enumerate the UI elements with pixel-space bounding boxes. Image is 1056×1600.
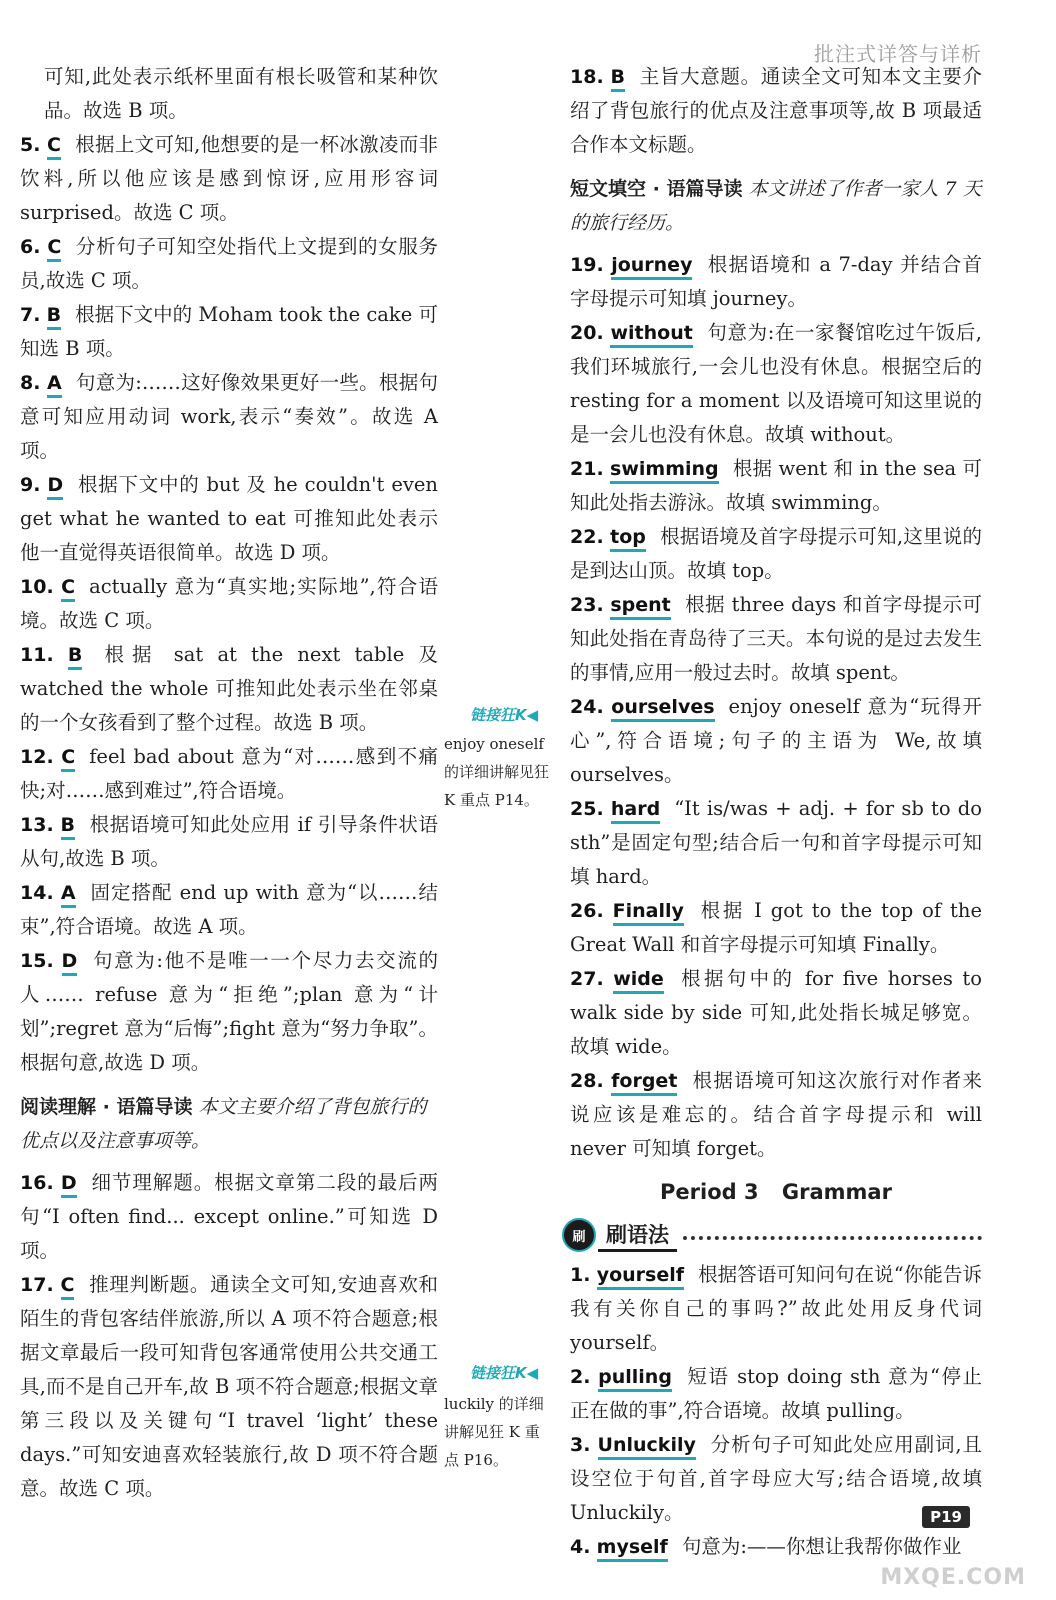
question-number: 1. — [570, 1264, 591, 1286]
question-number: 13. — [20, 814, 54, 836]
explanation-text: 根据句中的 for five horses to walk side by side 可知,此处指长城足够宽。故填 wide。 — [570, 967, 983, 1058]
explanation-text: “It is/was + adj. + for sb to do sth”是固定句型;结合后一句和首字母提示可知填 hard。 — [570, 797, 982, 888]
explanation-text: 句意为:他不是唯一一个尽力去交流的人…… refuse 意为“拒绝”;plan 意为“计划”;regret 意为“后悔”;fight 意为“努力争取”。根据句意,故选 D 项。 — [20, 949, 438, 1074]
question-number: 21. — [570, 458, 604, 480]
question-number: 18. — [570, 66, 604, 88]
question-number: 5. — [20, 134, 41, 156]
answer-item — [570, 894, 982, 962]
explanation-text: 推理判断题。通读全文可知,安迪喜欢和陌生的背包客结伴旅游,所以 A 项不符合题意;根据文章最后一段可知背包客通常使用公共交通工具,而不是自己开车,故 B 项不符合题意;根据文章第三段以及关键句“I travel ‘light’ these days.”可知安迪喜欢轻装旅行,故 D 项不符合题意。故选 C 项。 — [20, 1273, 438, 1500]
explanation-text: 分析句子可知此处应用副词,且设空位于句首,首字母应大写;结合语境,故填 Unluckily。 — [570, 1433, 982, 1524]
question-number: 19. — [570, 254, 604, 276]
watermark-logo — [816, 1496, 1036, 1596]
answer-key: C — [61, 576, 75, 602]
explanation-text: feel bad about 意为“对……感到不痛快;对……感到难过”,符合语境。 — [20, 745, 438, 802]
reading-guide-desc: 本文主要介绍了背包旅行的优点以及注意事项等。 — [20, 1096, 427, 1152]
section-bar — [562, 1216, 982, 1254]
question-number: 2. — [570, 1366, 591, 1388]
left-answer-list — [20, 60, 438, 1080]
explanation-text: 分析句子可知空处指代上文提到的女服务员,故选 C 项。 — [20, 235, 438, 292]
explanation-text: 根据语境可知此处应用 if 引导条件状语从句,故选 B 项。 — [20, 813, 438, 870]
explanation-text: 根据 sat at the next table 及 watched the whole 可推知此处表示坐在邻桌的一个女孩看到了整个过程。故选 B 项。 — [20, 643, 438, 734]
question-number: 17. — [20, 1274, 54, 1296]
question-number: 28. — [570, 1070, 604, 1092]
answer-item — [570, 690, 982, 792]
question-number: 25. — [570, 798, 604, 820]
answer-key: B — [611, 66, 625, 92]
question-number: 6. — [20, 236, 41, 258]
answer-key: A — [47, 372, 62, 398]
answer-item — [20, 366, 438, 468]
continued-text: 可知,此处表示纸杯里面有根长吸管和某种饮品。故选 B 项。 — [44, 65, 438, 122]
answer-key: journey — [611, 254, 692, 280]
question-number: 10. — [20, 576, 54, 598]
answer-item — [20, 230, 438, 298]
explanation-text: 根据 I got to the top of the Great Wall 和首字母提示可知填 Finally。 — [570, 899, 982, 956]
explanation-text: 根据下文中的 but 及 he couldn't even get what he wanted to eat 可推知此处表示他一直觉得英语很简单。故选 D 项。 — [20, 473, 438, 564]
question-number: 24. — [570, 696, 604, 718]
answer-item — [570, 588, 982, 690]
answer-key: C — [61, 1274, 75, 1300]
explanation-text: 固定搭配 end up with 意为“以……结束”,符合语境。故选 A 项。 — [20, 881, 438, 938]
answer-key: Finally — [613, 900, 684, 926]
explanation-text: actually 意为“真实地;实际地”,符合语境。故选 C 项。 — [20, 575, 438, 632]
explanation-text: 根据答语可知问句在说“你能告诉我有关你自己的事吗?”故此处用反身代词 yourself。 — [570, 1263, 982, 1354]
explanation-text: 句意为:——你想让我帮你做作业 — [681, 1535, 962, 1558]
answer-key: B — [61, 814, 75, 840]
question-number: 4. — [570, 1536, 591, 1558]
explanation-text: 根据语境及首字母提示可知,这里说的是到达山顶。故填 top。 — [570, 525, 982, 582]
answer-key: D — [61, 1172, 77, 1198]
question-number: 26. — [570, 900, 604, 922]
dotted-divider — [683, 1236, 982, 1240]
explanation-text: 根据 three days 和首字母提示可知此处指在青岛待了三天。本句说的是过去发生的事情,应用一般过去时。故填 spent。 — [570, 593, 982, 684]
question-number: 14. — [20, 882, 54, 904]
answer-key: C — [47, 134, 61, 160]
explanation-text: 句意为:在一家餐馆吃过午饭后,我们环城旅行,一会儿也没有休息。根据空后的 resting for a moment 以及语境可知这里说的是一会儿也没有休息。故填 without。 — [570, 321, 982, 446]
question-number: 20. — [570, 322, 604, 344]
period-label: Period 3 — [660, 1180, 759, 1204]
explanation-text: 根据语境可知这次旅行对作者来说应该是难忘的。结合首字母提示和 will never 可知填 forget。 — [570, 1069, 982, 1160]
answer-item — [20, 944, 438, 1080]
answer-key: B — [68, 644, 82, 670]
period-title: Grammar — [781, 1180, 892, 1204]
grammar-section-icon: 刷 — [562, 1218, 596, 1252]
side-note-tag-1: 链接狂K◀ — [470, 706, 539, 724]
explanation-text: 根据下文中的 Moham took the cake 可知选 B 项。 — [20, 303, 438, 360]
answer-key: top — [610, 526, 646, 552]
right-answer-list — [570, 60, 982, 162]
answer-key: hard — [611, 798, 660, 824]
answer-item — [20, 808, 438, 876]
answer-key: C — [61, 746, 75, 772]
explanation-text: 根据上文可知,他想要的是一杯冰激凌而非饮料,所以他应该是感到惊讶,应用形容词 surprised。故选 C 项。 — [20, 133, 438, 224]
answer-key: D — [62, 950, 78, 976]
answer-key: swimming — [610, 458, 719, 484]
explanation-text: 细节理解题。根据文章第二段的最后两句“I often find... except online.”可知选 D 项。 — [20, 1171, 438, 1262]
cloze-answer-list — [570, 248, 982, 1166]
question-number: 23. — [570, 594, 604, 616]
answer-item — [20, 570, 438, 638]
question-number: 15. — [20, 950, 54, 972]
explanation-text: 根据语境和 a 7-day 并结合首字母提示可知填 journey。 — [570, 253, 983, 310]
page-header: 批注式详答与详析 — [814, 42, 982, 66]
answer-key: wide — [613, 968, 664, 994]
answer-item — [20, 468, 438, 570]
answer-item — [20, 60, 438, 128]
answer-key: C — [47, 236, 61, 262]
answer-item — [570, 1258, 982, 1360]
page-number: P19 — [922, 1506, 970, 1528]
explanation-text: 根据 went 和 in the sea 可知此处指去游泳。故填 swimming。 — [570, 457, 982, 514]
answer-item — [570, 60, 982, 162]
answer-item — [20, 638, 438, 740]
answer-item — [570, 520, 982, 588]
question-number: 3. — [570, 1434, 591, 1456]
cloze-guide — [570, 172, 982, 240]
answer-key: spent — [610, 594, 670, 620]
answer-item — [20, 740, 438, 808]
answer-item — [20, 1268, 438, 1506]
question-number: 16. — [20, 1172, 54, 1194]
answer-key: ourselves — [611, 696, 714, 722]
reading-guide — [20, 1090, 438, 1158]
left-column — [20, 60, 438, 1506]
right-column — [570, 60, 982, 1564]
side-note-2: luckily 的详细讲解见狂 K 重点 P16。 — [444, 1395, 544, 1469]
answer-item — [20, 876, 438, 944]
answer-item — [570, 452, 982, 520]
side-note-1: enjoy oneself 的详细讲解见狂 K 重点 P14。 — [444, 735, 550, 809]
answer-key: forget — [611, 1070, 677, 1096]
answer-key: Unluckily — [598, 1434, 696, 1460]
question-number: 12. — [20, 746, 54, 768]
answer-key: pulling — [598, 1366, 672, 1392]
cloze-guide-desc: 本文讲述了作者一家人 7 天的旅行经历。 — [570, 178, 982, 234]
question-number: 9. — [20, 474, 41, 496]
answer-key: B — [47, 304, 61, 330]
answer-key: without — [610, 322, 692, 348]
watermark-url: MXQE.COM — [880, 1565, 1026, 1590]
answer-item — [570, 962, 982, 1064]
answer-item — [570, 1064, 982, 1166]
answer-item — [570, 248, 982, 316]
explanation-text: 短语 stop doing sth 意为“停止正在做的事”,符合语境。故填 pulling。 — [570, 1365, 982, 1422]
answer-item — [570, 1360, 982, 1428]
answer-key: myself — [597, 1536, 668, 1562]
answer-key: A — [61, 882, 76, 908]
question-number: 11. — [20, 644, 54, 666]
answer-item — [570, 792, 982, 894]
reading-answer-list — [20, 1166, 438, 1506]
question-number: 8. — [20, 372, 41, 394]
answer-item — [20, 128, 438, 230]
section-label: 刷语法 — [598, 1219, 677, 1252]
answer-key: D — [47, 474, 63, 500]
reading-guide-title: 阅读理解 · 语篇导读 — [20, 1096, 193, 1118]
question-number: 7. — [20, 304, 41, 326]
question-number: 22. — [570, 526, 604, 548]
answer-item — [570, 316, 982, 452]
cloze-guide-title: 短文填空 · 语篇导读 — [570, 178, 743, 200]
explanation-text: 句意为:……这好像效果更好一些。根据句意可知应用动词 work,表示“奏效”。故选 A 项。 — [20, 371, 438, 462]
period-heading — [570, 1174, 982, 1210]
answer-item — [20, 298, 438, 366]
answer-item — [20, 1166, 438, 1268]
side-note-tag-2: 链接狂K◀ — [470, 1364, 539, 1382]
explanation-text: 主旨大意题。通读全文可知本文主要介绍了背包旅行的优点及注意事项等,故 B 项最适合作本文标题。 — [570, 65, 982, 156]
explanation-text: enjoy oneself 意为“玩得开心”,符合语境;句子的主语为 We,故填 ourselves。 — [570, 695, 982, 786]
answer-key: yourself — [597, 1264, 684, 1290]
question-number: 27. — [570, 968, 604, 990]
